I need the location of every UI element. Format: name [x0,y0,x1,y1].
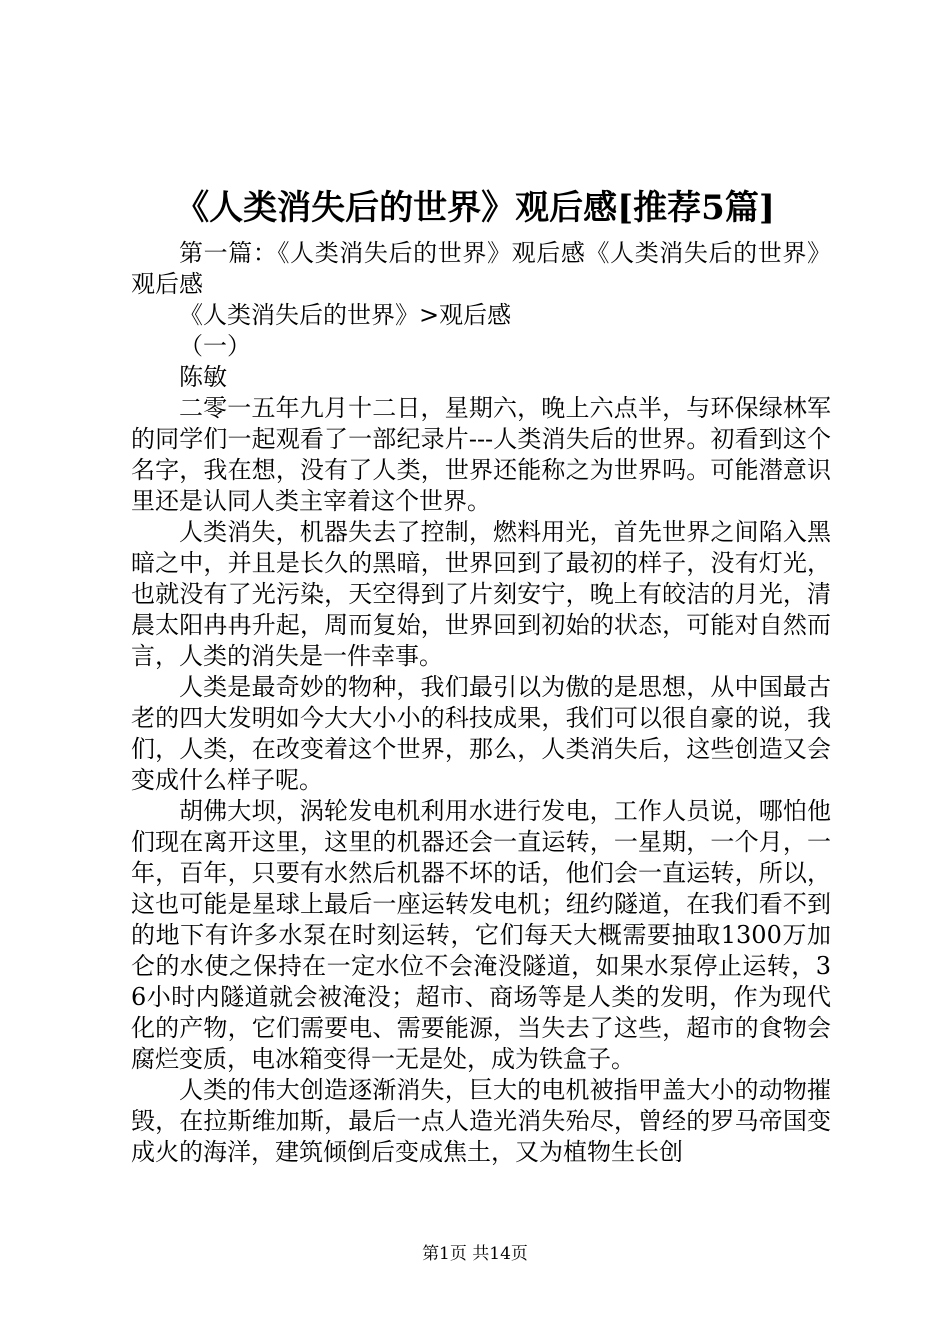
paragraph: 胡佛大坝，涡轮发电机利用水进行发电，工作人员说，哪怕他们现在离开这里，这里的机器还会一直运转，一星期，一个月，一年，百年，只要有水然后机器不坏的话，他们会一直运转，所以，这也可能是星球上最后一座运转发电机；纽约隧道，在我们看不到的地下有许多水泵在时刻运转，它们每天大概需要抽取1300万加仑的水使之保持在一定水位不会淹没隧道，如果水泵停止运转，36小时内隧道就会被淹没；超市、商场等是人类的发明，作为现代化的产物，它们需要电、需要能源，当失去了这些，超市的食物会腐烂变质，电冰箱变得一无是处，成为铁盒子。 [131,797,831,1073]
paragraph: （一） [179,332,251,360]
paragraph: 第一篇：《人类消失后的世界》观后感《人类消失后的世界》观后感 [131,239,831,298]
paragraph: 《人类消失后的世界》>观后感 [179,301,512,329]
document-title: 《人类消失后的世界》观后感[推荐5篇] [175,188,775,228]
paragraph: 人类的伟大创造逐渐消失，巨大的电机被指甲盖大小的动物摧毁，在拉斯维加斯，最后一点人造光消失殆尽，曾经的罗马帝国变成火的海洋，建筑倾倒后变成焦土，又为植物生长创 [131,1076,831,1166]
page-number-footer: 第1页 共14页 [422,1244,528,1264]
paragraph: 二零一五年九月十二日，星期六，晚上六点半，与环保绿林军的同学们一起观看了一部纪录片---人类消失后的世界。初看到这个名字，我在想，没有了人类，世界还能称之为世界吗。可能潜意识里还是认同人类主宰着这个世界。 [131,394,831,515]
paragraph: 人类是最奇妙的物种，我们最引以为傲的是思想，从中国最古老的四大发明如今大大小小的科技成果，我们可以很自豪的说，我们，人类，在改变着这个世界，那么，人类消失后，这些创造又会变成什么样子呢。 [131,673,831,794]
paragraph: 人类消失，机器失去了控制，燃料用光，首先世界之间陷入黑暗之中，并且是长久的黑暗，世界回到了最初的样子，没有灯光，也就没有了光污染，天空得到了片刻安宁，晚上有皎洁的月光，清晨太阳冉冉升起，周而复始，世界回到初始的状态，可能对自然而言，人类的消失是一件幸事。 [131,518,831,670]
document-body [131,238,831,1168]
paragraph: 陈敏 [179,363,227,391]
